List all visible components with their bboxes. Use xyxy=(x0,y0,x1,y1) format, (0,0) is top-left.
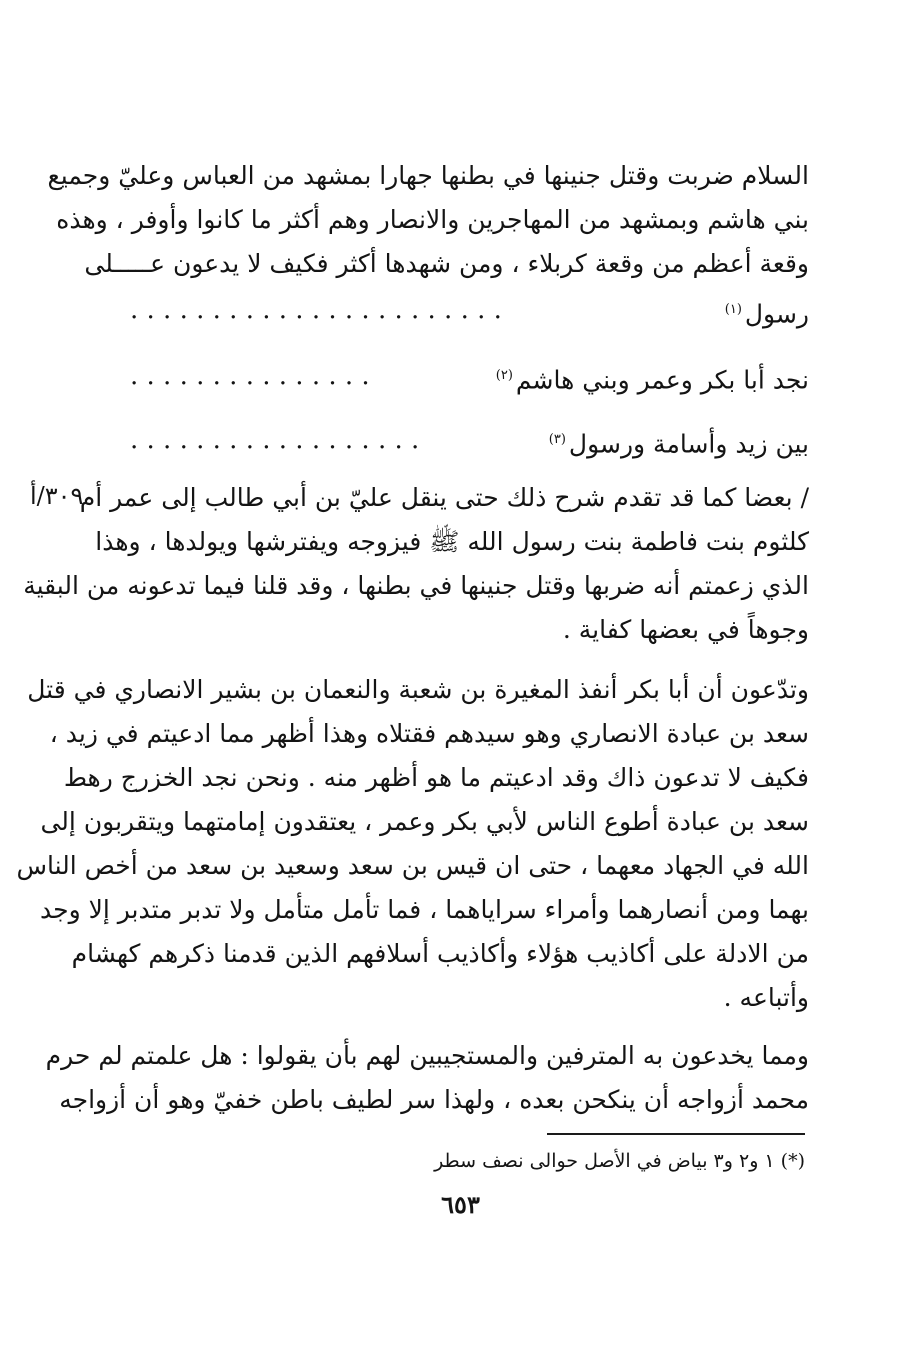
text-line: وجوهاً في بعضها كفاية . xyxy=(562,615,809,644)
omission-dots: . . . . . . . . . . . . . . . . . . xyxy=(130,425,420,455)
footnote-ref: (٣) xyxy=(548,432,566,447)
text-line-gap xyxy=(722,290,809,330)
text-line: كلثوم بنت فاطمة بنت رسول الله ﷺ فيزوجه ويفترشها ويولدها ، وهذا xyxy=(95,527,809,556)
text-line: سعد بن عبادة أطوع الناس لأبي بكر وعمر ، يعتقدون إمامتهما ويتقربون إلى xyxy=(40,807,809,836)
omission-dots: . . . . . . . . . . . . . . . xyxy=(130,361,370,391)
margin-folio-ref: ٣٠٩/أ xyxy=(30,482,84,510)
text-line: سعد بن عبادة الانصاري وهو سيدهم فقتلاه وهذا أظهر مما ادعيتم في زيد ، xyxy=(49,719,809,748)
text-line: من الادلة على أكاذيب هؤلاء وأكاذيب أسلافهم الذين قدمنا ذكرهم كهشام xyxy=(71,939,809,968)
footnote-rule xyxy=(547,1133,805,1135)
text-line: محمد أزواجه أن ينكحن بعده ، ولهذا سر لطيف باطن خفيّ وهو أن أزواجه xyxy=(59,1085,809,1114)
footnote: (*) ١ و٢ و٣ بياض في الأصل حوالى نصف سطر xyxy=(434,1150,805,1172)
line-text: رسول xyxy=(744,299,809,329)
text-line: السلام ضربت وقتل جنينها في بطنها جهارا بمشهد من العباس وعليّ وجميع xyxy=(47,161,809,190)
omission-dots: . . . . . . . . . . . . . . . . . . . . . . . xyxy=(130,295,502,325)
page-number: ٦٥٣ xyxy=(441,1190,480,1219)
text-line: وتدّعون أن أبا بكر أنفذ المغيرة بن شعبة والنعمان بن بشير الانصاري في قتل xyxy=(27,675,809,704)
footnote-ref: (١) xyxy=(724,302,742,317)
text-line: وقعة أعظم من وقعة كربلاء ، ومن شهدها أكثر فكيف لا يدعون عـــــلى xyxy=(84,249,809,278)
text-line-gap xyxy=(493,356,809,396)
text-line: بني هاشم وبمشهد من المهاجرين والانصار وهم أكثر ما كانوا وأوفر ، وهذه xyxy=(56,205,809,234)
text-line: / بعضا كما قد تقدم شرح ذلك حتى ينقل عليّ بن أبي طالب إلى عمر أم xyxy=(79,483,809,512)
line-text: بين زيد وأسامة ورسول xyxy=(568,429,809,459)
text-line-gap xyxy=(546,420,809,460)
text-line: فكيف لا تدعون ذاك وقد ادعيتم ما هو أظهر منه . ونحن نجد الخزرج رهط xyxy=(63,763,809,792)
text-line: بهما ومن أنصارهما وأمراء سراياهما ، فما تأمل متأمل ولا تدبر متدبر إلا وجد xyxy=(40,895,809,924)
text-line: ومما يخدعون به المترفين والمستجيبين لهم بأن يقولوا : هل علمتم لم حرم xyxy=(45,1041,809,1070)
text-line: وأتباعه . xyxy=(723,983,809,1012)
footnote-ref: (٢) xyxy=(495,368,513,383)
text-line: الله في الجهاد معهما ، حتى ان قيس بن سعد وسعيد بن سعد من أخص الناس xyxy=(16,851,809,880)
text-line: الذي زعمتم أنه ضربها وقتل جنينها في بطنها ، وقد قلنا فيما تدعونه من البقية xyxy=(23,571,809,600)
line-text: نجد أبا بكر وعمر وبني هاشم xyxy=(515,365,809,395)
